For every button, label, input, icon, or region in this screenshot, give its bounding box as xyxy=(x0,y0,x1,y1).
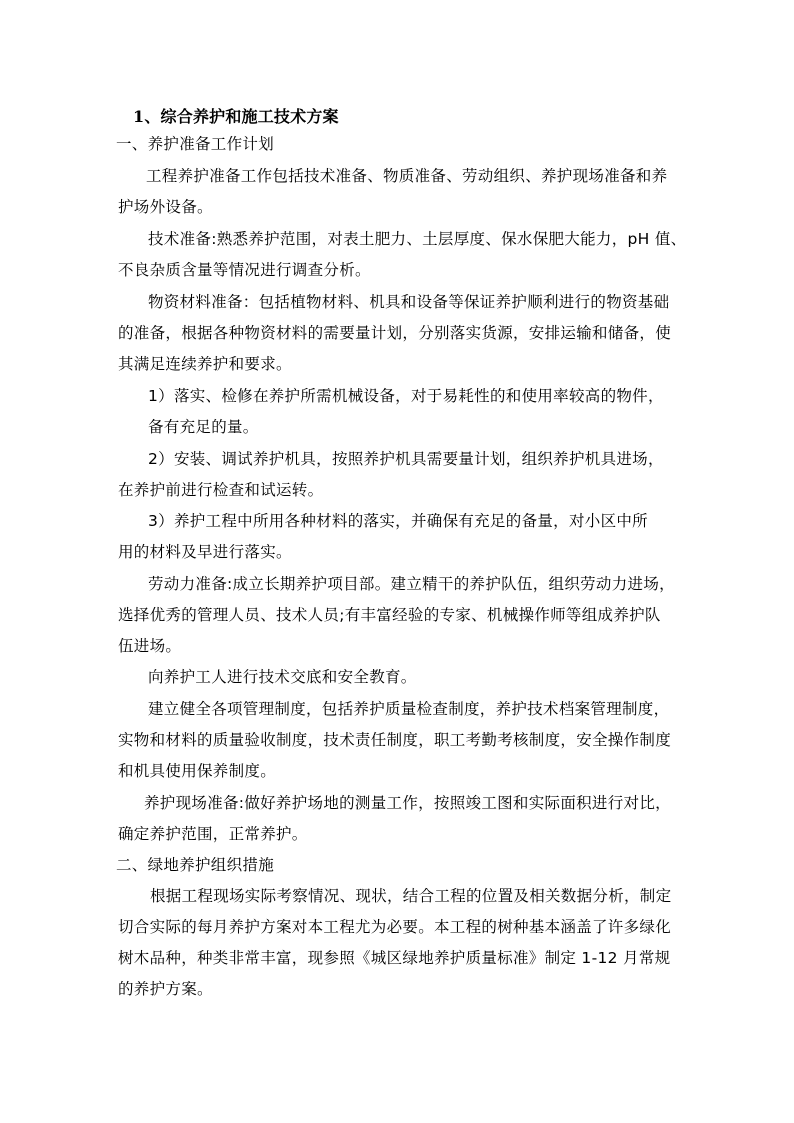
paragraph-2-line-1: 技术准备:熟悉养护范围，对表土肥力、土层厚度、保水保肥大能力，pH 值、 xyxy=(148,230,687,248)
paragraph-4-line-1: 劳动力准备:成立长期养护项目部。建立精干的养护队伍，组织劳动力进场， xyxy=(148,575,675,593)
paragraph-2-line-2: 不良杂质含量等情况进行调查分析。 xyxy=(118,261,371,279)
paragraph-7-line-1: 养护现场准备:做好养护场地的测量工作，按照竣工图和实际面积进行对比， xyxy=(144,794,671,812)
paragraph-3-line-3: 其满足连续养护和要求。 xyxy=(118,355,292,373)
list-item-3-line-1: 3）养护工程中所用各种材料的落实，并确保有充足的备量，对小区中所 xyxy=(148,512,648,530)
paragraph-6-line-3: 和机具使用保养制度。 xyxy=(118,762,277,780)
paragraph-1-line-1: 工程养护准备工作包括技术准备、物质准备、劳动组织、养护现场准备和养 xyxy=(146,167,668,185)
list-item-2-line-1: 2）安装、调试养护机具，按照养护机具需要量计划，组织养护机具进场， xyxy=(148,450,664,468)
paragraph-4-line-3: 伍进场。 xyxy=(118,637,182,655)
paragraph-3-line-1: 物资材料准备：包括植物材料、机具和设备等保证养护顺利进行的物资基础 xyxy=(148,293,670,311)
list-item-1-line-1: 1）落实、检修在养护所需机械设备，对于易耗性的和使用率较高的物件， xyxy=(148,387,664,405)
paragraph-8-line-3: 树木品种，种类非常丰富，现参照《城区绿地养护质量标准》制定 1-12 月常规 xyxy=(118,949,671,967)
paragraph-8-line-4: 的养护方案。 xyxy=(118,980,213,998)
list-item-3-line-2: 用的材料及早进行落实。 xyxy=(118,543,292,561)
list-item-2-line-2: 在养护前进行检查和试运转。 xyxy=(118,481,324,499)
section-2-heading: 二、绿地养护组织措施 xyxy=(116,856,275,874)
paragraph-6-line-1: 建立健全各项管理制度，包括养护质量检查制度，养护技术档案管理制度， xyxy=(148,700,670,718)
paragraph-1-line-2: 护场外设备。 xyxy=(118,198,213,216)
paragraph-7-line-2: 确定养护范围，正常养护。 xyxy=(118,825,308,843)
document-title: 1、综合养护和施工技术方案 xyxy=(133,107,339,126)
paragraph-4-line-2: 选择优秀的管理人员、技术人员;有丰富经验的专家、机械操作师等组成养护队 xyxy=(118,606,661,624)
paragraph-5-line-1: 向养护工人进行技术交底和安全教育。 xyxy=(148,668,417,686)
paragraph-8-line-1: 根据工程现场实际考察情况、现状，结合工程的位置及相关数据分析，制定 xyxy=(150,887,672,905)
section-1-heading: 一、养护准备工作计划 xyxy=(116,135,275,153)
paragraph-8-line-2: 切合实际的每月养护方案对本工程尤为必要。本工程的树种基本涵盖了许多绿化 xyxy=(118,918,672,936)
list-item-1-line-2: 备有充足的量。 xyxy=(148,418,259,436)
paragraph-3-line-2: 的准备，根据各种物资材料的需要量计划，分别落实货源，安排运输和储备，使 xyxy=(118,324,672,342)
paragraph-6-line-2: 实物和材料的质量验收制度，技术责任制度，职工考勤考核制度，安全操作制度 xyxy=(118,731,672,749)
